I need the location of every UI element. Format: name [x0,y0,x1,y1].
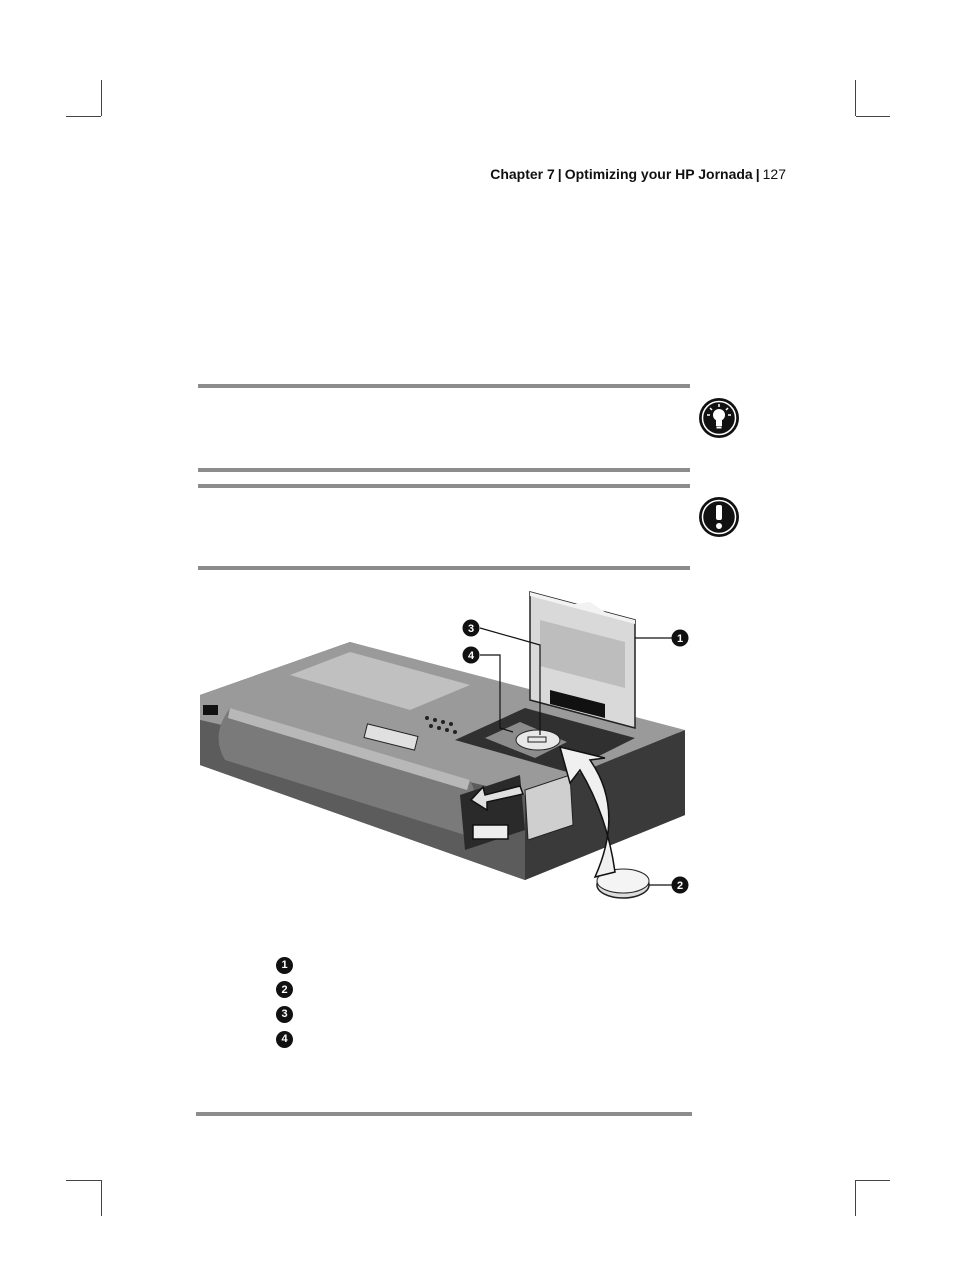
svg-text:2: 2 [676,880,684,892]
legend-number-badge: 3 [276,1006,293,1023]
callout-legend [276,953,293,1051]
legend-number-badge: 2 [276,981,293,998]
legend-item [276,978,293,1003]
chapter-title: Optimizing your HP Jornada [564,166,753,182]
legend-item [276,953,293,978]
legend-number-badge: 1 [276,957,293,974]
crop-mark-top-right-v [855,80,856,116]
legend-item [276,1002,293,1027]
callout-4 [463,647,480,664]
header-separator: | [557,166,562,182]
tip-box-top-rule [198,384,690,388]
exclamation-icon [698,496,740,538]
legend-number-badge: 4 [276,1031,293,1048]
tip-box-bottom-rule [198,468,690,472]
crop-mark-top-left-h [66,116,101,117]
callout-3 [463,620,480,637]
backup-battery-illustration [195,590,700,910]
figure-bottom-rule [196,1112,692,1116]
warning-box-bottom-rule [198,566,690,570]
callout-1 [672,630,689,647]
crop-mark-top-left-v [101,80,102,116]
crop-mark-bottom-left-v [101,1180,102,1216]
page-number: 127 [762,166,786,182]
svg-text:4: 4 [467,650,475,662]
chapter-label: Chapter 7 [490,166,555,182]
crop-mark-bottom-left-h [66,1180,101,1181]
header-separator-2: | [755,166,760,182]
svg-text:1: 1 [676,633,684,645]
crop-mark-top-right-h [856,116,890,117]
lightbulb-icon [698,397,740,439]
crop-mark-bottom-right-v [855,1180,856,1216]
running-header [490,166,786,182]
warning-box-top-rule [198,484,690,488]
callout-2 [672,877,689,894]
crop-mark-bottom-right-h [856,1180,890,1181]
legend-item [276,1027,293,1052]
svg-text:3: 3 [467,623,475,635]
